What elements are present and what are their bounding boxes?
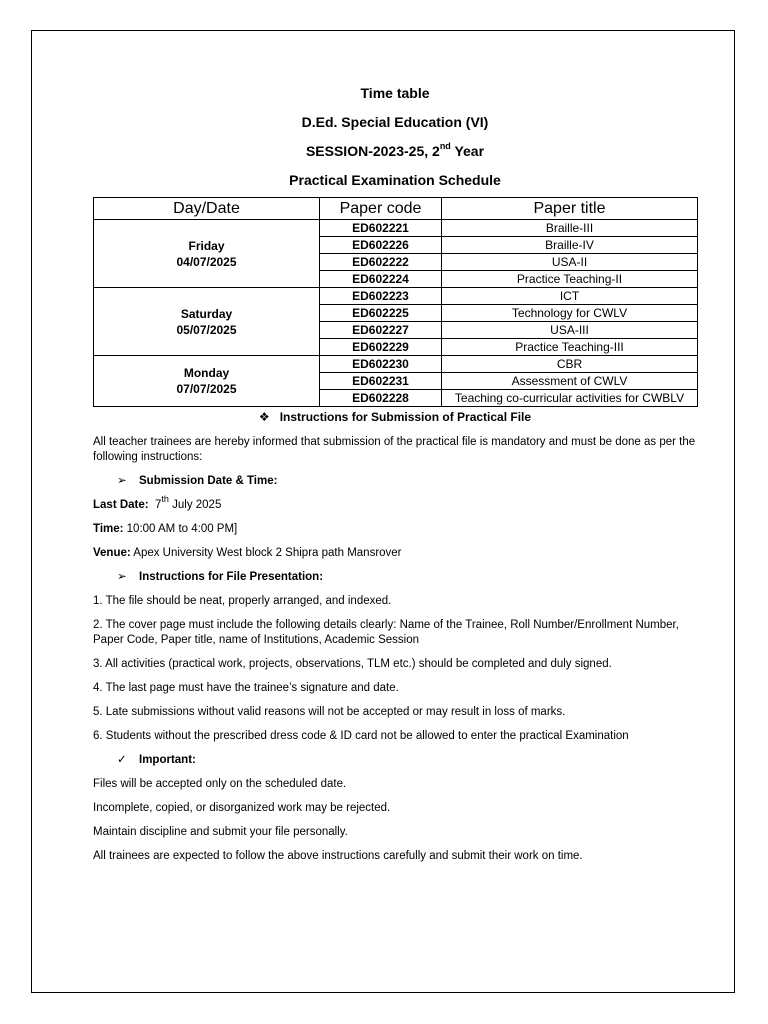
paper-title: Teaching co-curricular activities for CWBLV [442,390,698,407]
document-content [93,84,697,864]
last-date-ordinal: th [161,494,169,505]
day-name: Friday [188,238,225,253]
paper-title: USA-II [442,254,698,271]
paper-code: ED602221 [320,220,442,237]
last-date-label: Last Date: [93,499,149,511]
table-row [94,356,698,373]
important-note: Files will be accepted only on the scheduled date. [93,778,347,790]
intro-paragraph: All teacher trainees are hereby informed that submission of the practical file is mandatory and must be done as per the following instructions: [93,436,696,463]
title-session [93,142,697,160]
last-date-line [93,494,697,513]
paper-title: Braille-III [442,220,698,237]
session-text: SESSION-2023-25, 2 [305,143,440,159]
header-paper-code: Paper code [320,198,442,220]
instructions-title-text: Instructions for Submission of Practical File [279,410,532,424]
session-ordinal: nd [439,141,451,152]
paper-code: ED602231 [320,373,442,390]
day-date-cell [94,288,320,356]
instruction-item: 4. The last page must have the trainee’s signature and date. [93,682,399,694]
paper-title: Technology for CWLV [442,305,698,322]
table-row [94,288,698,305]
paper-title: Practice Teaching-III [442,339,698,356]
paper-code: ED602222 [320,254,442,271]
instruction-item: 5. Late submissions without valid reasons will not be accepted or may result in loss of marks. [93,706,566,718]
day-date-cell [94,220,320,288]
session-year: Year [450,143,485,159]
paper-code: ED602224 [320,271,442,288]
instructions-title [93,409,697,425]
time-value: 10:00 AM to 4:00 PM] [123,523,238,535]
important-heading-text: Important: [139,754,196,766]
arrow-bullet-icon: ➢ [117,475,127,487]
venue-line [93,546,697,561]
arrow-bullet-icon: ➢ [117,571,127,583]
day-name: Saturday [180,306,233,321]
table-header-row [94,198,698,220]
instruction-item: 2. The cover page must include the following details clearly: Name of the Trainee, Roll Number/Enrollment Number, Paper Code, Paper title, name of Institutions, Academic Session [93,619,679,646]
presentation-heading [93,570,697,585]
title-timetable: Time table [360,85,430,101]
instruction-item: 1. The file should be neat, properly arranged, and indexed. [93,595,392,607]
submission-heading-text: Submission Date & Time: [139,475,278,487]
title-course: D.Ed. Special Education (VI) [301,114,489,130]
day-date: 05/07/2025 [176,322,237,337]
table-row [94,220,698,237]
day-date: 07/07/2025 [176,382,237,396]
important-note: Incomplete, copied, or disorganized work may be rejected. [93,802,391,814]
venue-label: Venue: [93,547,131,559]
time-label: Time: [93,523,124,535]
header-day-date: Day/Date [94,198,320,220]
day-date: 04/07/2025 [176,254,237,269]
paper-code: ED602225 [320,305,442,322]
paper-title: Assessment of CWLV [442,373,698,390]
paper-code: ED602228 [320,390,442,407]
diamond-bullet-icon: ❖ [258,410,270,424]
schedule-table [93,197,698,407]
important-heading [93,753,697,768]
important-note: All trainees are expected to follow the above instructions carefully and submit their work on time. [93,850,583,862]
paper-code: ED602227 [320,322,442,339]
last-date-month: July 2025 [168,499,222,511]
check-mark-icon: ✓ [117,754,127,766]
paper-code: ED602223 [320,288,442,305]
header-paper-title: Paper title [442,198,698,220]
paper-code: ED602230 [320,356,442,373]
paper-title: CBR [442,356,698,373]
submission-heading [93,474,697,489]
last-date-day: 7 [155,499,162,511]
instruction-item: 6. Students without the prescribed dress code & ID card not be allowed to enter the practical Examination [93,730,629,742]
paper-title: Practice Teaching-II [442,271,698,288]
title-schedule: Practical Examination Schedule [289,172,501,188]
paper-code: ED602229 [320,339,442,356]
paper-code: ED602226 [320,237,442,254]
important-note: Maintain discipline and submit your file personally. [93,826,348,838]
presentation-heading-text: Instructions for File Presentation: [139,571,324,583]
paper-title: ICT [442,288,698,305]
instruction-item: 3. All activities (practical work, projects, observations, TLM etc.) should be completed and duly signed. [93,658,612,670]
paper-title: Braille-IV [442,237,698,254]
time-line [93,522,697,537]
day-date-cell [94,356,320,407]
day-name: Monday [183,366,230,380]
paper-title: USA-III [442,322,698,339]
venue-value: Apex University West block 2 Shipra path Mansrover [130,547,402,559]
